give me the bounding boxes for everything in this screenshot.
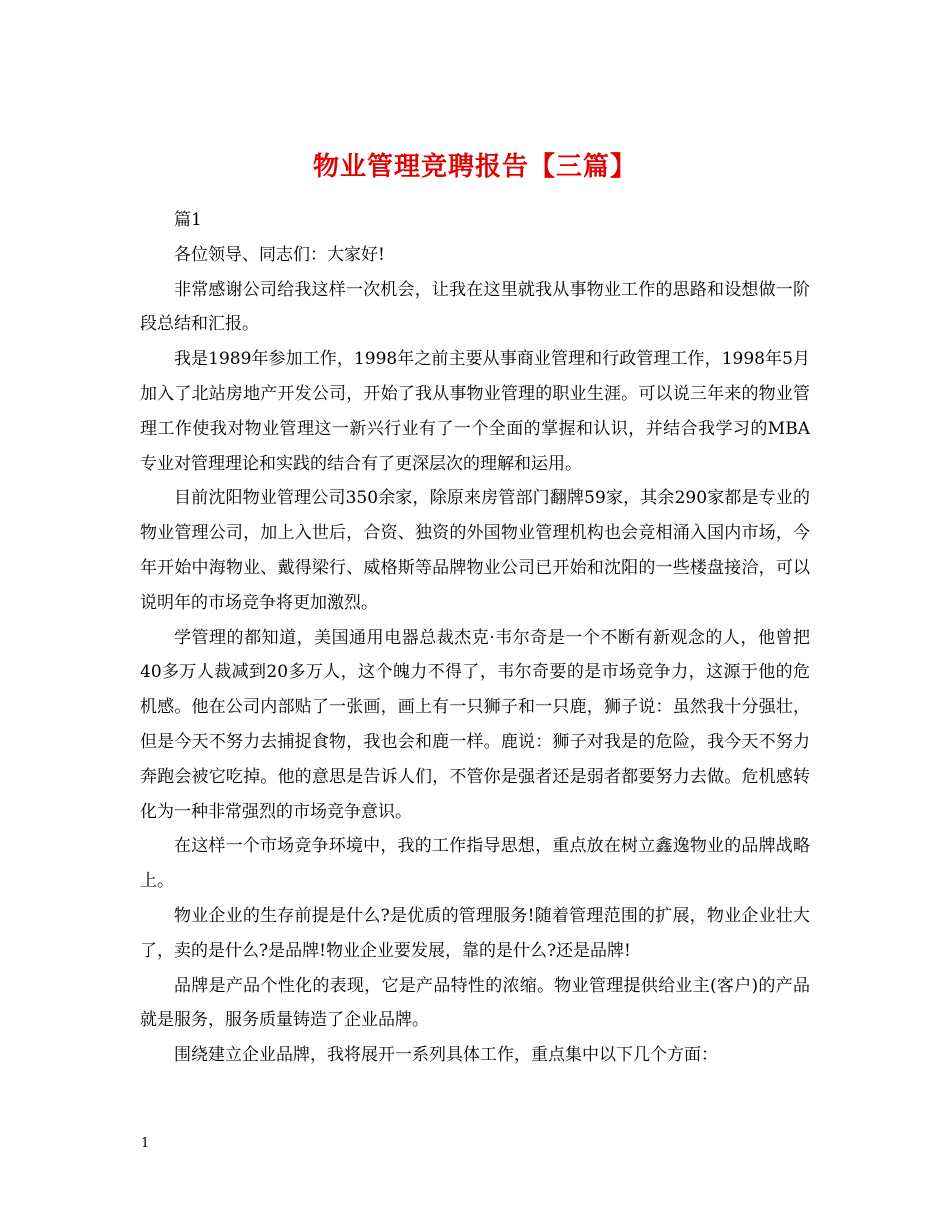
paragraph-section-label: 篇1 [174,210,202,230]
paragraph-work-focus: 围绕建立企业品牌，我将展开一系列具体工作，重点集中以下几个方面： [174,1045,718,1066]
paragraph-background: 我是1989年参加工作，1998年之前主要从事商业管理和行政管理工作，1998年5月加入了北站房地产开发公司，开始了我从事物业管理的职业生涯。可以说三年来的物业管理工作使我对物业管理这一新兴行业有了一个全面的掌握和认识，并结合我学习的MBA专业对管理理论和实践的结合有了更深层次的理解和运用。 [140,349,810,474]
paragraph-thanks: 非常感谢公司给我这样一次机会，让我在这里就我从事物业工作的思路和设想做一阶段总结和汇报。 [140,279,810,335]
paragraph-market: 目前沈阳物业管理公司350余家，除原来房管部门翻牌59家，其余290家都是专业的物业管理公司，加上入世后，合资、独资的外国物业管理机构也会竞相涌入国内市场，今年开始中海物业、戴得梁行、威格斯等品牌物业公司已开始和沈阳的一些楼盘接洽，可以说明年的市场竞争将更加激烈。 [140,488,810,613]
document-title: 物业管理竞聘报告【三篇】 [312,152,637,183]
paragraph-guiding-idea: 在这样一个市场竞争环境中，我的工作指导思想，重点放在树立鑫逸物业的品牌战略上。 [140,836,810,892]
paragraph-greeting: 各位领导、同志们：大家好! [174,244,385,265]
paragraph-welch-story: 学管理的都知道，美国通用电器总裁杰克·韦尔奇是一个不断有新观念的人，他曾把40多万人裁减到20多万人，这个魄力不得了，韦尔奇要的是市场竞争力，这源于他的危机感。他在公司内部贴了一张画，画上有一只狮子和一只鹿，狮子说：虽然我十分强壮，但是今天不努力去捕捉食物，我也会和鹿一样。鹿说：狮子对我是的危险，我今天不努力奔跑会被它吃掉。他的意思是告诉人们，不管你是强者还是弱者都要努力去做。危机感转化为一种非常强烈的市场竞争意识。 [140,627,810,822]
paragraph-brand-definition: 品牌是产品个性化的表现，它是产品特性的浓缩。物业管理提供给业主(客户)的产品就是服务，服务质量铸造了企业品牌。 [140,975,810,1031]
document-body [140,203,810,1073]
paragraph-brand-question: 物业企业的生存前提是什么?是优质的管理服务!随着管理范围的扩展，物业企业壮大了，卖的是什么?是品牌!物业企业要发展，靠的是什么?还是品牌! [140,905,810,961]
page-number: 1 [141,1136,150,1151]
